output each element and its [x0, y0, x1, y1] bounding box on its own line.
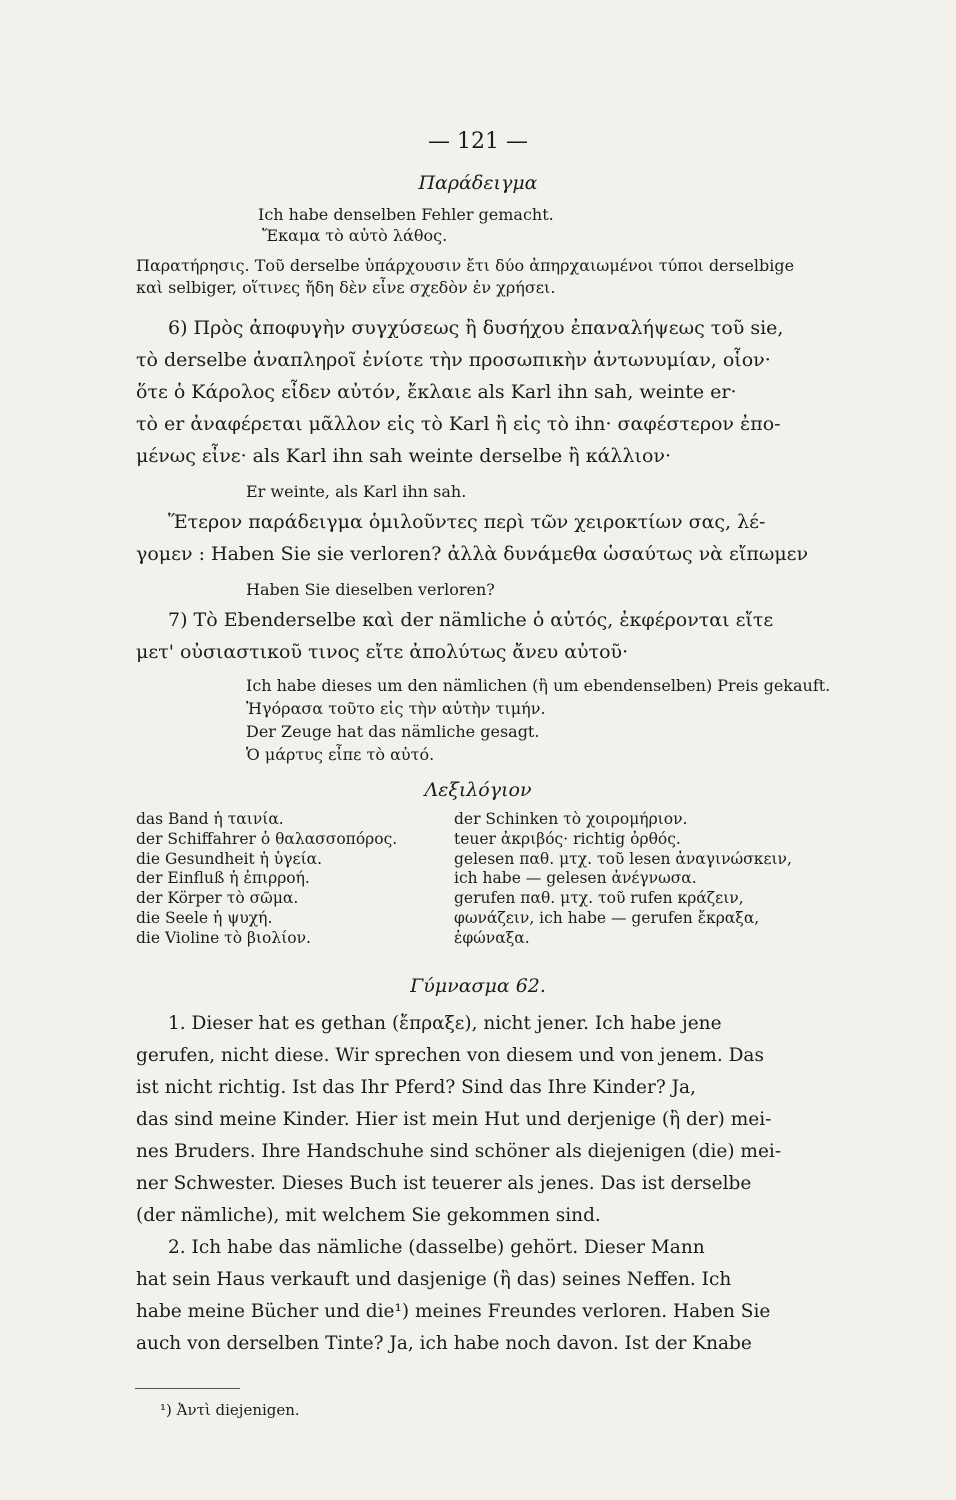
example-line-1: Ich habe denselben Fehler gemacht.: [258, 205, 554, 224]
heading-exercise: Γύμνασμα 62.: [410, 975, 546, 997]
vocab-right-2: teuer ἀκριβός· richtig ὀρθός.: [454, 829, 681, 848]
vocab-right-1: der Schinken τὸ χοιρομήριον.: [454, 810, 688, 828]
section6-line-4: τὸ er ἀναφέρεται μᾶλλον εἰς τὸ Karl ἢ εἰς τὸ ihn· σαφέστερον ἐπο-: [136, 413, 781, 435]
vocab-left-1: das Band ἡ ταινία.: [136, 810, 284, 828]
exercise-line-11: auch von derselben Tinte? Ja, ich habe noch davon. Ist der Knabe: [136, 1333, 752, 1354]
exercise-line-9: hat sein Haus verkauft und dasjenige (ἢ das) seines Neffen. Ich: [136, 1269, 732, 1290]
section7-example-2: Ἠγόρασα τοῦτο εἰς τὴν αὐτὴν τιμήν.: [246, 699, 546, 718]
section7-example-4: Ὁ μάρτυς εἶπε τὸ αὐτό.: [246, 745, 435, 764]
heading-vocabulary: Λεξιλόγιον: [424, 779, 532, 801]
exercise-line-8: 2. Ich habe das nämliche (dasselbe) gehört. Dieser Mann: [168, 1237, 705, 1258]
heading-example: Παράδειγμα: [418, 172, 538, 194]
exercise-line-6: ner Schwester. Dieses Buch ist teuerer als jenes. Das ist derselbe: [136, 1173, 752, 1194]
exercise-line-5: nes Bruders. Ihre Handschuhe sind schöner als diejenigen (die) mei-: [136, 1141, 782, 1162]
vocab-left-5: der Körper τὸ σῶμα.: [136, 889, 299, 908]
other-example-result: Haben Sie dieselben verloren?: [246, 580, 495, 599]
vocab-right-5: gerufen παθ. μτχ. τοῦ rufen κράζειν,: [454, 889, 744, 908]
example-line-2: Ἔκαμα τὸ αὐτὸ λάθος.: [262, 226, 448, 245]
vocab-left-6: die Seele ἡ ψυχή.: [136, 908, 273, 927]
other-example-line-1: Ἕτερον παράδειγμα ὁμιλοῦντες περὶ τῶν χειροκτίων σας, λέ-: [168, 511, 766, 533]
section7-line-2: μετ' οὐσιαστικοῦ τινος εἴτε ἀπολύτως ἄνευ αὐτοῦ·: [136, 641, 629, 663]
footnote-rule: [135, 1388, 240, 1389]
footnote: ¹) Ἀντὶ diejenigen.: [160, 1401, 300, 1419]
section6-line-2: τὸ derselbe ἀναπληροῖ ἐνίοτε τὴν προσωπικὴν ἀντωνυμίαν, οἷον·: [136, 349, 771, 371]
exercise-line-10: habe meine Bücher und die¹) meines Freundes verloren. Haben Sie: [136, 1301, 771, 1322]
vocabulary-left-column: [136, 810, 397, 949]
other-example-line-2: γομεν : Haben Sie sie verloren? ἀλλὰ δυνάμεθα ὡσαύτως νὰ εἴπωμεν: [136, 543, 809, 565]
vocab-right-4: ich habe — gelesen ἀνέγνωσα.: [454, 869, 697, 888]
exercise-line-1: 1. Dieser hat es gethan (ἔπραξε), nicht jener. Ich habe jene: [168, 1013, 722, 1034]
section6-line-3: ὅτε ὁ Κάρολος εἶδεν αὐτόν, ἔκλαιε als Karl ihn sah, weinte er·: [136, 381, 737, 403]
remark-line-1: Παρατήρησις. Τοῦ derselbe ὑπάρχουσιν ἔτι δύο ἀπηρχαιωμένοι τύποι derselbige: [136, 256, 795, 275]
section6-line-5: μένως εἶνε· als Karl ihn sah weinte derselbe ἢ κάλλιον·: [136, 445, 671, 467]
vocab-left-7: die Violine τὸ βιολίον.: [136, 928, 311, 947]
vocabulary-right-column: [454, 810, 792, 949]
vocab-right-3: gelesen παθ. μτχ. τοῦ lesen ἀναγινώσκειν,: [454, 849, 792, 868]
vocab-right-6: φωνάζειν, ich habe — gerufen ἔκραξα,: [454, 908, 760, 927]
vocab-left-2: der Schiffahrer ὁ θαλασσοπόρος.: [136, 829, 398, 848]
section7-example-1: Ich habe dieses um den nämlichen (ἢ um ebendenselben) Preis gekauft.: [246, 676, 831, 695]
section7-example-3: Der Zeuge hat das nämliche gesagt.: [246, 722, 540, 741]
section7-line-1: 7) Τὸ Ebenderselbe καὶ der nämliche ὁ αὐτός, ἐκφέρονται εἴτε: [168, 609, 774, 631]
section6-line-1: 6) Πρὸς ἀποφυγὴν συγχύσεως ἢ δυσήχου ἐπαναλήψεως τοῦ sie,: [168, 317, 784, 339]
exercise-line-4: das sind meine Kinder. Hier ist mein Hut und derjenige (ἢ der) mei-: [136, 1109, 772, 1130]
vocab-left-3: die Gesundheit ἡ ὑγεία.: [136, 849, 323, 868]
remark-line-2: καὶ selbiger, οἵτινες ἤδη δὲν εἶνε σχεδὸν ἐν χρήσει.: [136, 278, 556, 297]
exercise-line-2: gerufen, nicht diese. Wir sprechen von diesem und von jenem. Das: [136, 1045, 764, 1066]
exercise-line-3: ist nicht richtig. Ist das Ihr Pferd? Sind das Ihre Kinder? Ja,: [136, 1077, 696, 1098]
section6-example: Er weinte, als Karl ihn sah.: [246, 482, 467, 501]
exercise-line-7: (der nämliche), mit welchem Sie gekommen sind.: [136, 1205, 601, 1226]
page-number: — 121 —: [428, 129, 528, 154]
vocab-right-7: ἐφώναξα.: [454, 928, 530, 947]
vocab-left-4: der Einfluß ἡ ἐπιρροή.: [136, 869, 310, 888]
